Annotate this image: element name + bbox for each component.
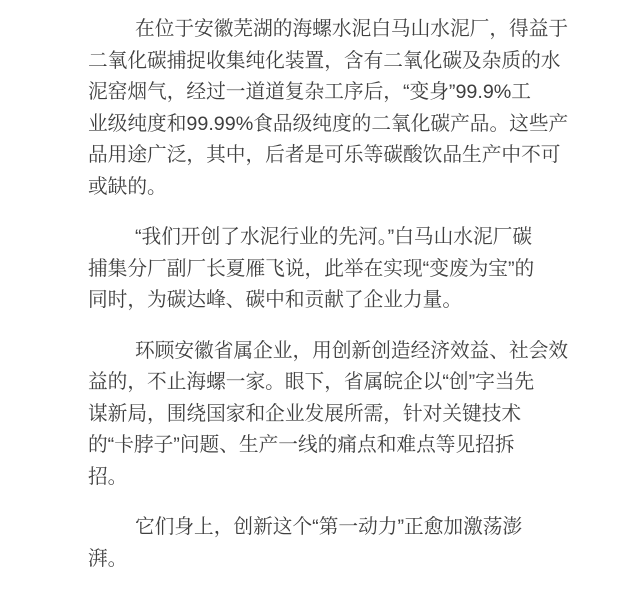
paragraph-line: 品用途广泛，其中，后者是可乐等碳酸饮品生产中不可: [88, 144, 561, 166]
paragraph-line: 谋新局，围绕国家和企业发展所需，针对关键技术: [88, 402, 522, 425]
paragraph-line: 招。: [88, 465, 128, 488]
paragraph-line: 二氧化碳捕捉收集纯化装置，含有二氧化碳及杂质的水: [88, 49, 561, 72]
paragraph-line: 泥窑烟气，经过一道道复杂工序后，“变身”99.9%工: [88, 81, 531, 103]
paragraph-line: 湃。: [88, 547, 128, 570]
paragraph-line: 环顾安徽省属企业，用创新创造经济效益、社会效: [135, 339, 569, 362]
paragraph-line: 益的，不止海螺一家。眼下，省属皖企以“创”字当先: [88, 371, 535, 393]
paragraph-line: 业级纯度和99.99%食品级纯度的二氧化碳产品。这些产: [88, 112, 569, 135]
paragraph-line: 同时，为碳达峰、碳中和贡献了企业力量。: [88, 289, 463, 311]
paragraph-line: “我们开创了水泥行业的先河。”白马山水泥厂碳: [135, 226, 533, 248]
paragraph-line: 在位于安徽芜湖的海螺水泥白马山水泥厂，得益于: [135, 18, 569, 40]
paragraph: [88, 512, 569, 575]
paragraph-line: 捕集分厂副厂长夏雁飞说，此举在实现“变废为宝”的: [88, 257, 535, 280]
paragraph-line: 或缺的。: [88, 175, 167, 198]
paragraph: [88, 14, 569, 203]
paragraph-line: 它们身上，创新这个“第一动力”正愈加激荡澎: [135, 516, 523, 538]
paragraph-line: 的“卡脖子”问题、生产一线的痛点和难点等见招拆: [88, 434, 515, 456]
paragraph: [88, 336, 569, 494]
paragraph: [88, 222, 569, 317]
